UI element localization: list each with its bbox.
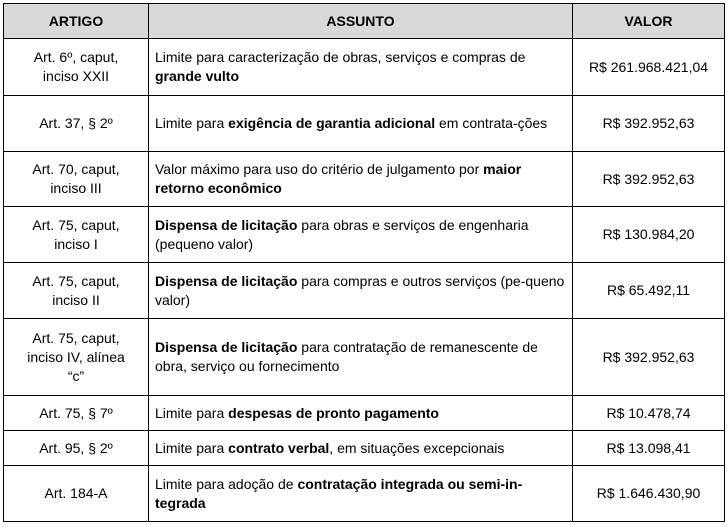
assunto-cell	[149, 431, 573, 466]
assunto-cell	[149, 466, 573, 522]
assunto-bold-text: grande vulto	[155, 68, 240, 84]
artigo-cell	[4, 466, 149, 522]
header-artigo: ARTIGO	[4, 4, 149, 39]
assunto-cell	[149, 319, 573, 396]
assunto-text: para compras e outros serviços (pe-queno valor)	[155, 272, 565, 308]
valor-cell: R$ 10.478,74	[573, 396, 725, 431]
artigo-line: Art. 75, caput,	[32, 216, 120, 233]
artigo-line: inciso I	[54, 235, 98, 252]
table-row	[4, 396, 725, 431]
artigo-cell	[4, 319, 149, 396]
valor-cell: R$ 130.984,20	[573, 207, 725, 263]
assunto-bold-text: Dispensa de licitação	[155, 216, 298, 233]
assunto-bold-text: contrato verbal	[228, 439, 330, 456]
artigo-line: Art. 95, § 2º	[39, 439, 113, 456]
artigo-line: inciso IV, alínea	[27, 348, 125, 365]
assunto-cell	[149, 263, 573, 319]
valor-cell: R$ 392.952,63	[573, 319, 725, 396]
table-row	[4, 96, 725, 152]
artigo-line: Art. 70, caput,	[32, 161, 120, 177]
header-valor: VALOR	[573, 4, 725, 39]
assunto-text: para contratação de remanescente de obra, serviço ou fornecimento	[155, 339, 538, 374]
assunto-bold-text: despesas de pronto pagamento	[228, 404, 439, 421]
artigo-line: Art. 37, § 2º	[39, 115, 113, 131]
assunto-cell	[149, 96, 573, 152]
assunto-text: Limite para	[155, 115, 229, 131]
artigo-line: Art. 75, caput,	[32, 329, 120, 346]
artigo-line: inciso XXII	[42, 68, 110, 84]
valor-cell: R$ 1.646.430,90	[573, 466, 725, 522]
table-row	[4, 319, 725, 396]
artigo-line: Art. 75, caput,	[32, 272, 120, 289]
assunto-bold-text: exigência de garantia adicional	[228, 115, 436, 131]
artigo-cell	[4, 152, 149, 207]
header-row	[4, 4, 725, 39]
limits-table	[3, 3, 725, 522]
header-assunto: ASSUNTO	[149, 4, 573, 39]
assunto-cell	[149, 39, 573, 96]
assunto-text: , em situações excepcionais	[329, 439, 505, 456]
artigo-line: Art. 184-A	[44, 485, 108, 501]
artigo-cell	[4, 39, 149, 96]
table-row	[4, 39, 725, 96]
assunto-bold-text: Dispensa de licitação	[155, 339, 298, 355]
table-row	[4, 466, 725, 522]
assunto-text: em contrata-ções	[435, 115, 548, 131]
valor-cell: R$ 392.952,63	[573, 96, 725, 152]
artigo-line: inciso III	[50, 180, 102, 196]
assunto-text: para obras e serviços de engenharia (pequeno valor)	[155, 216, 529, 252]
table-row	[4, 207, 725, 263]
assunto-bold-text: contratação integrada ou semi-in-tegrada	[155, 475, 523, 511]
assunto-cell	[149, 396, 573, 431]
assunto-text: Limite para	[155, 404, 229, 421]
table-row	[4, 152, 725, 207]
table-row	[4, 431, 725, 466]
artigo-cell	[4, 431, 149, 466]
assunto-cell	[149, 152, 573, 207]
assunto-bold-text: maior retorno econômico	[155, 161, 522, 196]
valor-cell: R$ 392.952,63	[573, 152, 725, 207]
artigo-cell	[4, 207, 149, 263]
artigo-cell	[4, 263, 149, 319]
valor-cell: R$ 65.492,11	[573, 263, 725, 319]
assunto-cell	[149, 207, 573, 263]
assunto-text: Limite para	[155, 439, 229, 456]
artigo-line: Art. 6º, caput,	[33, 49, 119, 65]
table-row	[4, 263, 725, 319]
artigo-line: “c”	[67, 367, 85, 384]
artigo-line: Art. 75, § 7º	[39, 404, 113, 421]
assunto-text: Limite para adoção de	[155, 475, 298, 492]
artigo-cell	[4, 396, 149, 431]
artigo-cell	[4, 96, 149, 152]
valor-cell: R$ 13.098,41	[573, 431, 725, 466]
assunto-text: Limite para caracterização de obras, serviços e compras de	[155, 49, 526, 65]
valor-cell: R$ 261.968.421,04	[573, 39, 725, 96]
artigo-line: inciso II	[52, 291, 100, 308]
assunto-text: Valor máximo para uso do critério de julgamento por	[155, 161, 484, 177]
assunto-bold-text: Dispensa de licitação	[155, 272, 298, 289]
